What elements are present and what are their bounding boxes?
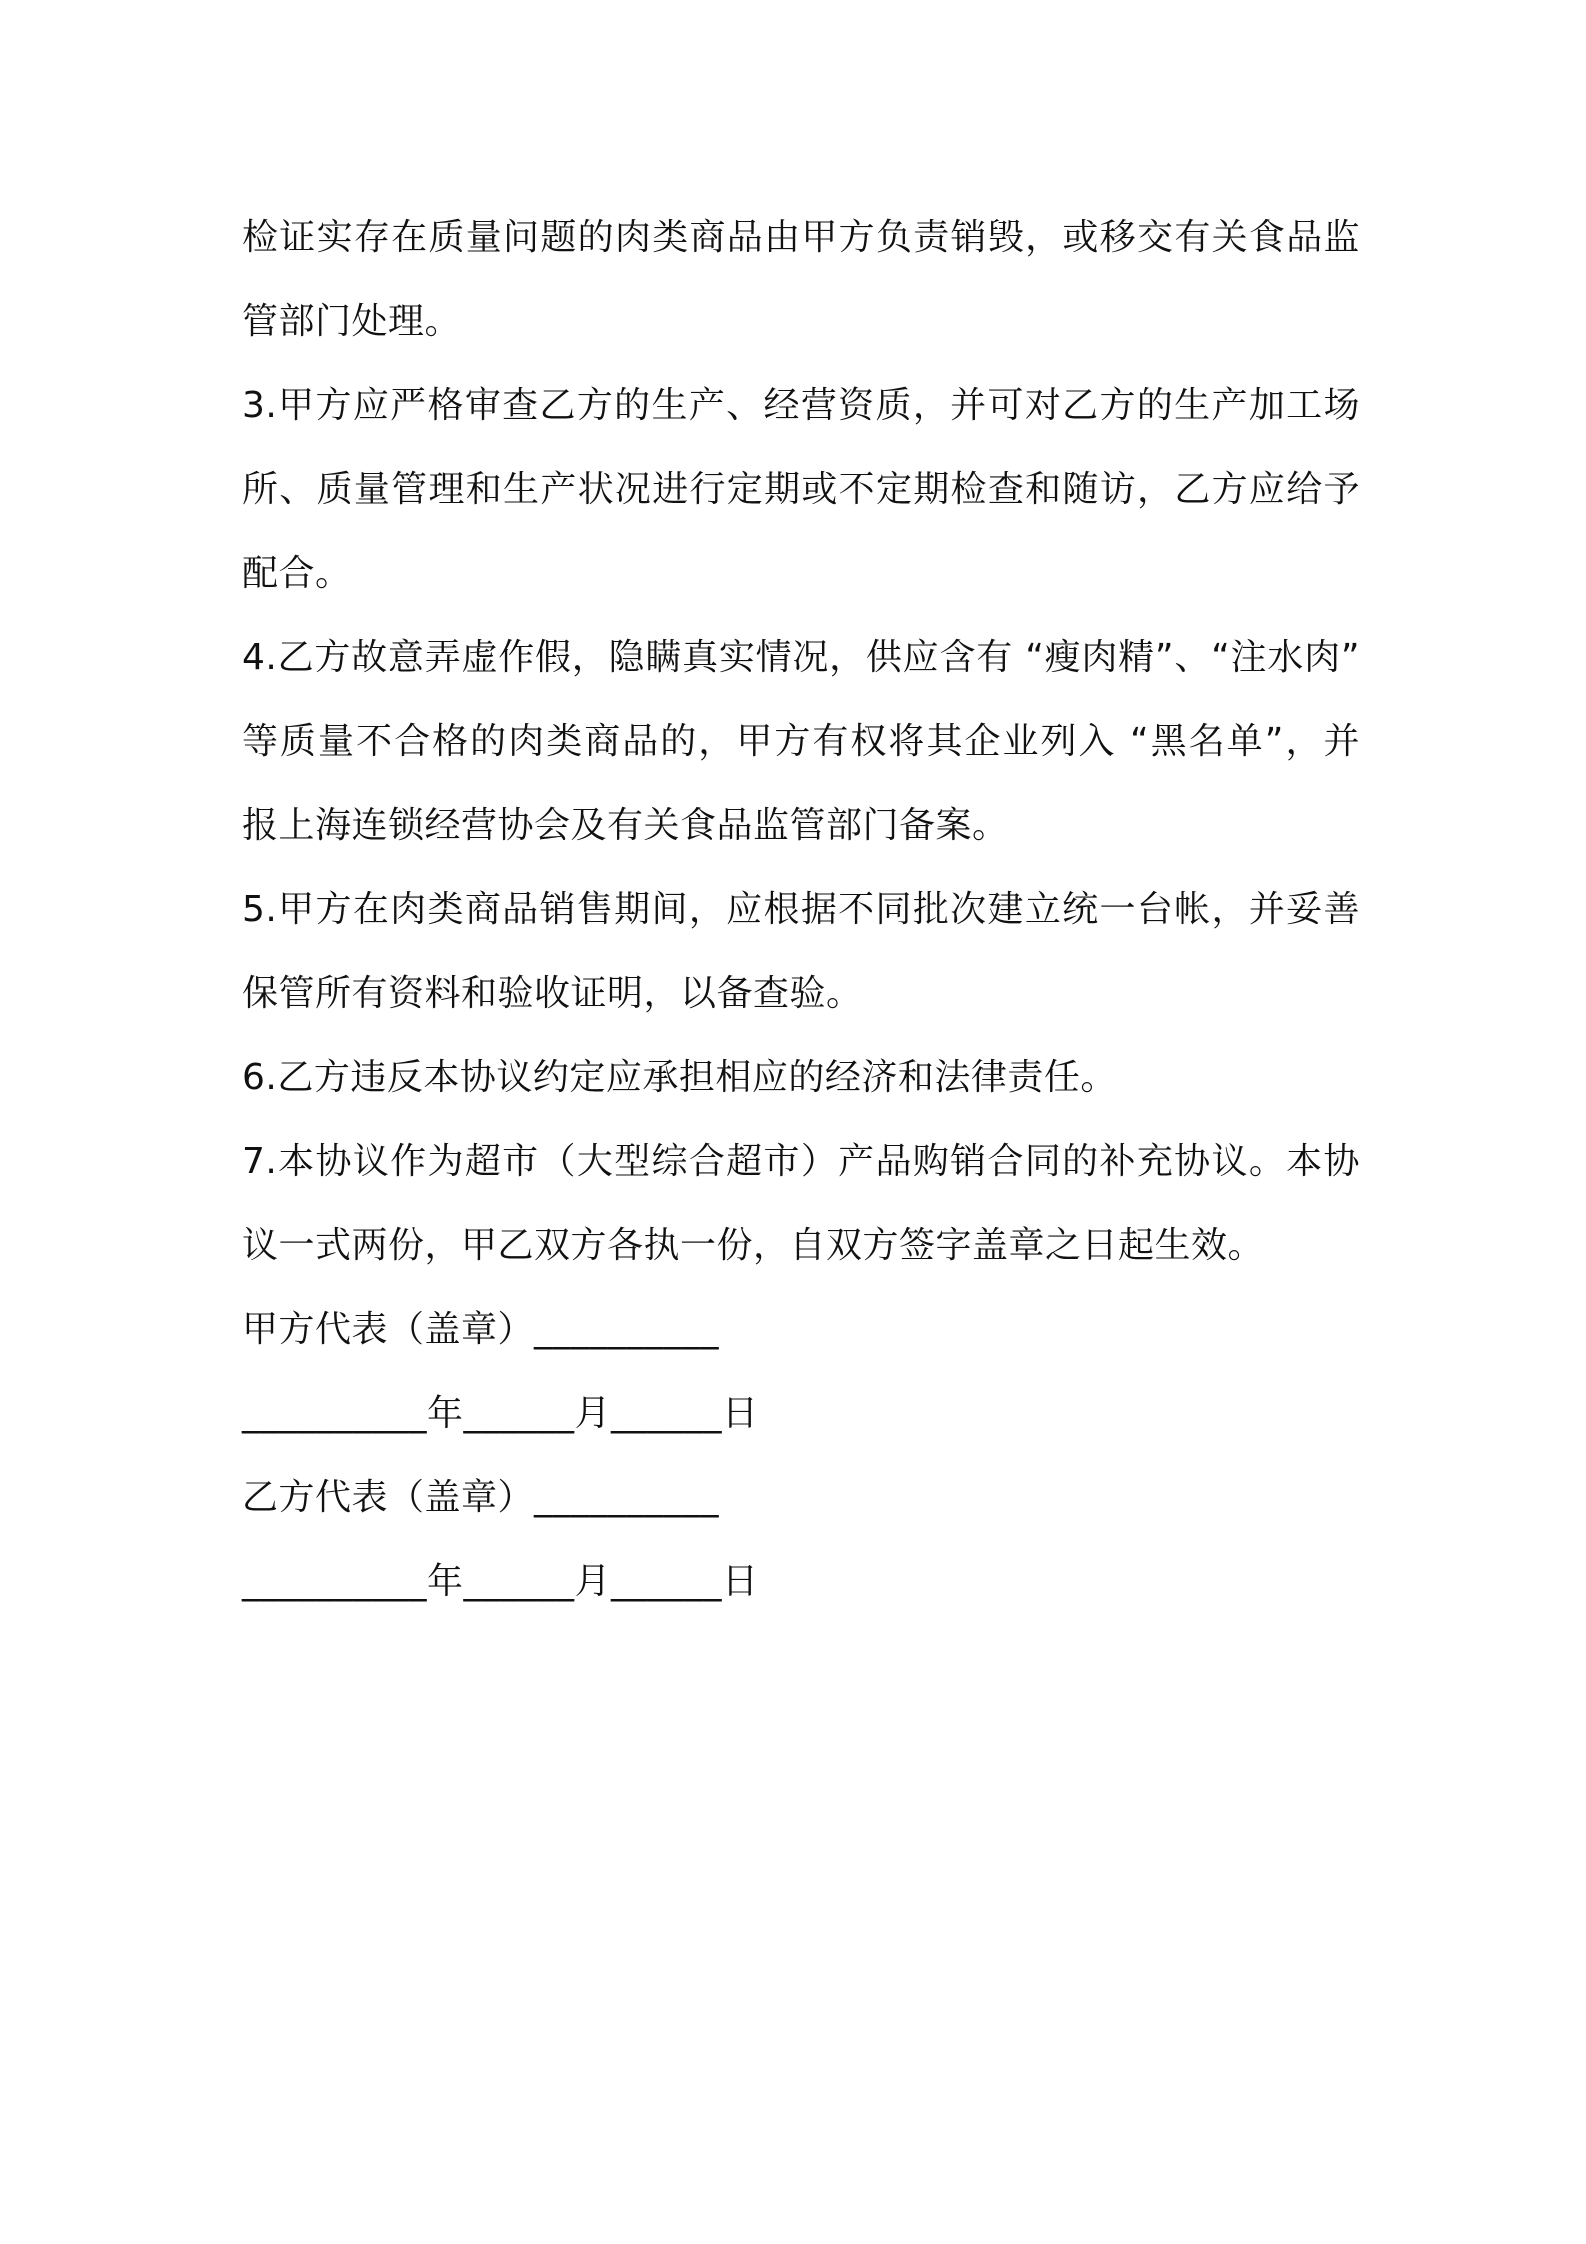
clause-5-line: 保管所有资料和验收证明，以备查验。: [242, 973, 863, 1014]
clause-6-line: 6.乙方违反本协议约定应承担相应的经济和法律责任。: [242, 1057, 1117, 1098]
party-b-date: __________年______月______日: [242, 1561, 759, 1602]
party-b-signature: 乙方代表（盖章）__________: [242, 1477, 720, 1518]
paragraph-line: 管部门处理。: [242, 301, 462, 342]
document-page: [242, 196, 1362, 1624]
clause-5-line: 5.甲方在肉类商品销售期间，应根据不同批次建立统一台帐，并妥善: [242, 889, 1360, 930]
clause-3-line: 配合。: [242, 553, 352, 594]
clause-4-line: 报上海连锁经营协会及有关食品监管部门备案。: [242, 805, 1009, 846]
clause-3-line: 所、质量管理和生产状况进行定期或不定期检查和随访，乙方应给予: [242, 469, 1360, 510]
party-a-signature: 甲方代表（盖章）__________: [242, 1309, 720, 1350]
party-a-date: __________年______月______日: [242, 1393, 759, 1434]
clause-3-line: 3.甲方应严格审查乙方的生产、经营资质，并可对乙方的生产加工场: [242, 385, 1360, 426]
paragraph-line: 检证实存在质量问题的肉类商品由甲方负责销毁，或移交有关食品监: [242, 217, 1360, 258]
clause-7-line: 议一式两份，甲乙双方各执一份，自双方签字盖章之日起生效。: [242, 1225, 1265, 1266]
clause-4-line: 4.乙方故意弄虚作假，隐瞒真实情况，供应含有 “瘦肉精”、“注水肉”: [242, 637, 1360, 678]
clause-4-line: 等质量不合格的肉类商品的，甲方有权将其企业列入 “黑名单”，并: [242, 721, 1360, 762]
clause-7-line: 7.本协议作为超市（大型综合超市）产品购销合同的补充协议。本协: [242, 1141, 1360, 1182]
